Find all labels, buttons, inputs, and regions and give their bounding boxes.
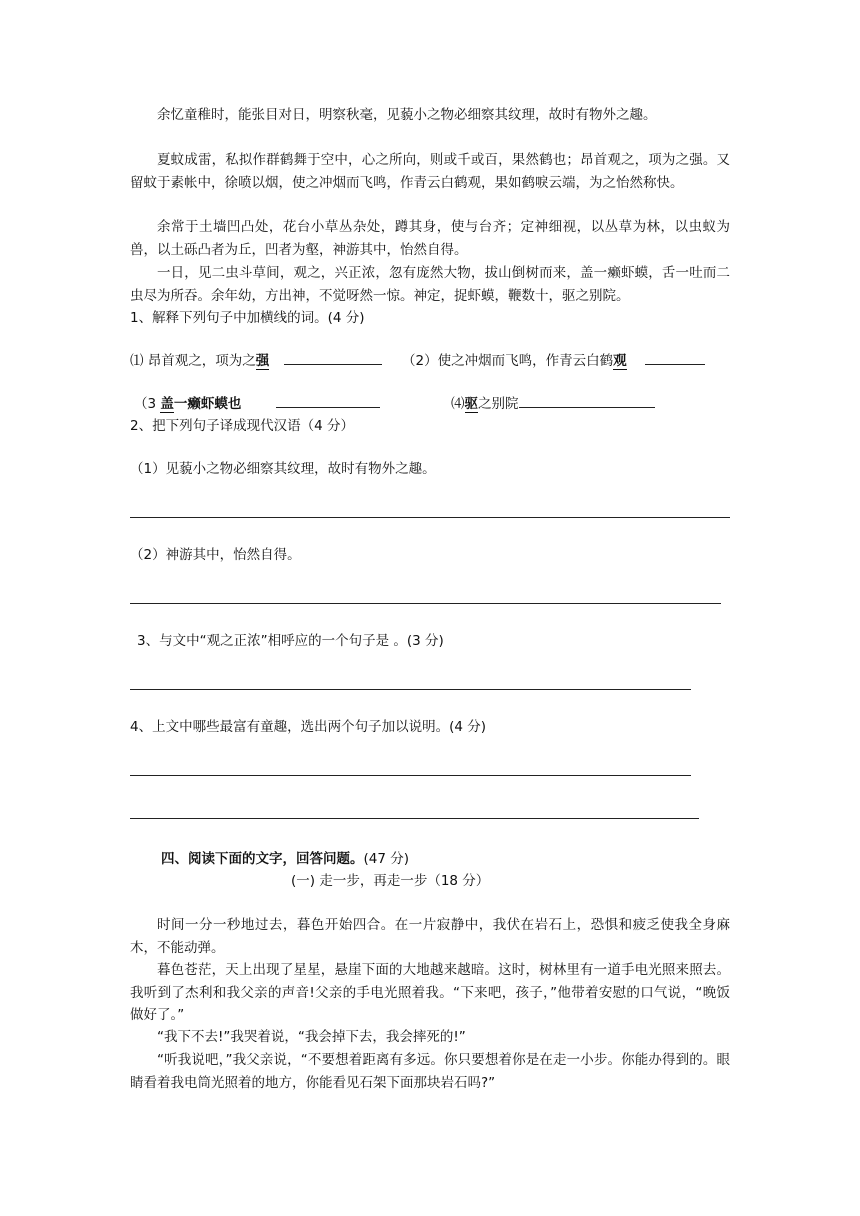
question-1d-blank[interactable] (519, 393, 655, 408)
question-4-answer-line-2[interactable] (130, 818, 699, 819)
section-4-heading-text: 四、阅读下面的文字，回答问题。 (161, 851, 364, 867)
story-paragraph-2: 暮色苍茫，天上出现了星星，悬崖下面的大地越来越暗。这时，树林里有一道手电光照来照去。我听到了杰利和我父亲的声音!父亲的手电光照着我。“下来吧，孩子，”他带着安慰的口气说，“晚饭做好了。” (130, 962, 730, 1023)
question-1d-suffix: 之别院 (478, 396, 519, 412)
passage-paragraph-4: 一日，见二虫斗草间，观之，兴正浓，忽有庞然大物，拔山倒树而来，盖一癞虾蟆，舌一吐而二虫尽为所吞。余年幼，方出神，不觉呀然一惊。神定，捉虾蟆，鞭数十，驱之别院。 (130, 265, 730, 304)
question-1c-prefix: （3 (134, 396, 161, 412)
question-2-answer-line-2[interactable] (130, 603, 721, 604)
question-2-sentence-1: （1）见藐小之物必细察其纹理，故时有物外之趣。 (130, 461, 436, 477)
question-1c-suffix: 一癞虾蟆也 (173, 396, 242, 412)
question-3-title: 3、与文中“观之正浓”相呼应的一个句子是 。(3 分) (137, 633, 444, 649)
question-1d (451, 393, 655, 415)
question-3-answer-line[interactable] (130, 689, 691, 690)
question-1a-word: 强 (255, 353, 270, 369)
story-paragraph-3: “我下不去!”我哭着说，“我会掉下去，我会摔死的!” (157, 1029, 466, 1045)
story-paragraph-4: “听我说吧，”我父亲说，“不要想着距离有多远。你只要想着你是在走一小步。你能办得到的。眼睛看着我电筒光照着的地方，你能看见石架下面那块岩石吗?” (130, 1052, 730, 1091)
question-1d-prefix: ⑷ (451, 396, 465, 412)
question-2-sentence-2: （2）神游其中，怡然自得。 (130, 547, 301, 563)
question-1a (130, 350, 382, 372)
question-2-answer-line-1[interactable] (130, 517, 730, 518)
section-4-heading (161, 848, 409, 870)
question-1-title: 1、解释下列句子中加横线的词。(4 分) (130, 310, 365, 326)
question-1c (134, 393, 380, 415)
question-1d-word: 驱 (464, 396, 478, 412)
question-1b-blank[interactable] (645, 350, 705, 365)
question-4-answer-line-1[interactable] (130, 775, 691, 776)
question-1a-blank[interactable] (284, 350, 382, 365)
story-paragraph-1: 时间一分一秒地过去，暮色开始四合。在一片寂静中，我伏在岩石上，恐惧和疲乏使我全身麻木，不能动弹。 (130, 917, 730, 956)
question-1a-text: ⑴ 昂首观之，项为之 (130, 353, 256, 369)
question-1b (402, 350, 705, 372)
passage-paragraph-2: 夏蚊成雷，私拟作群鹤舞于空中，心之所向，则或千或百，果然鹤也；昂首观之，项为之强。又留蚊于素帐中，徐喷以烟，使之冲烟而飞鸣，作青云白鹤观，果如鹤唳云端，为之怡然称快。 (130, 152, 730, 191)
passage-paragraph-1: 余忆童稚时，能张目对日，明察秋毫，见藐小之物必细察其纹理，故时有物外之趣。 (157, 107, 657, 123)
question-1c-blank[interactable] (276, 393, 380, 408)
section-4-subheading: (一) 走一步，再走一步（18 分） (291, 873, 490, 889)
question-4-title: 4、上文中哪些最富有童趣，选出两个句子加以说明。(4 分) (130, 719, 487, 735)
question-1b-word: 观 (613, 353, 627, 369)
question-2-title: 2、把下列句子译成现代汉语（4 分） (130, 418, 354, 434)
question-1b-text: （2）使之冲烟而飞鸣，作青云白鹤 (402, 353, 614, 369)
question-1c-word: 盖 (160, 396, 174, 412)
passage-paragraph-3: 余常于土墙凹凸处，花台小草丛杂处，蹲其身，使与台齐；定神细视，以丛草为林，以虫蚁为兽，以土砾凸者为丘，凹者为壑，神游其中，怡然自得。 (130, 219, 730, 258)
section-4-points: (47 分) (363, 851, 410, 867)
